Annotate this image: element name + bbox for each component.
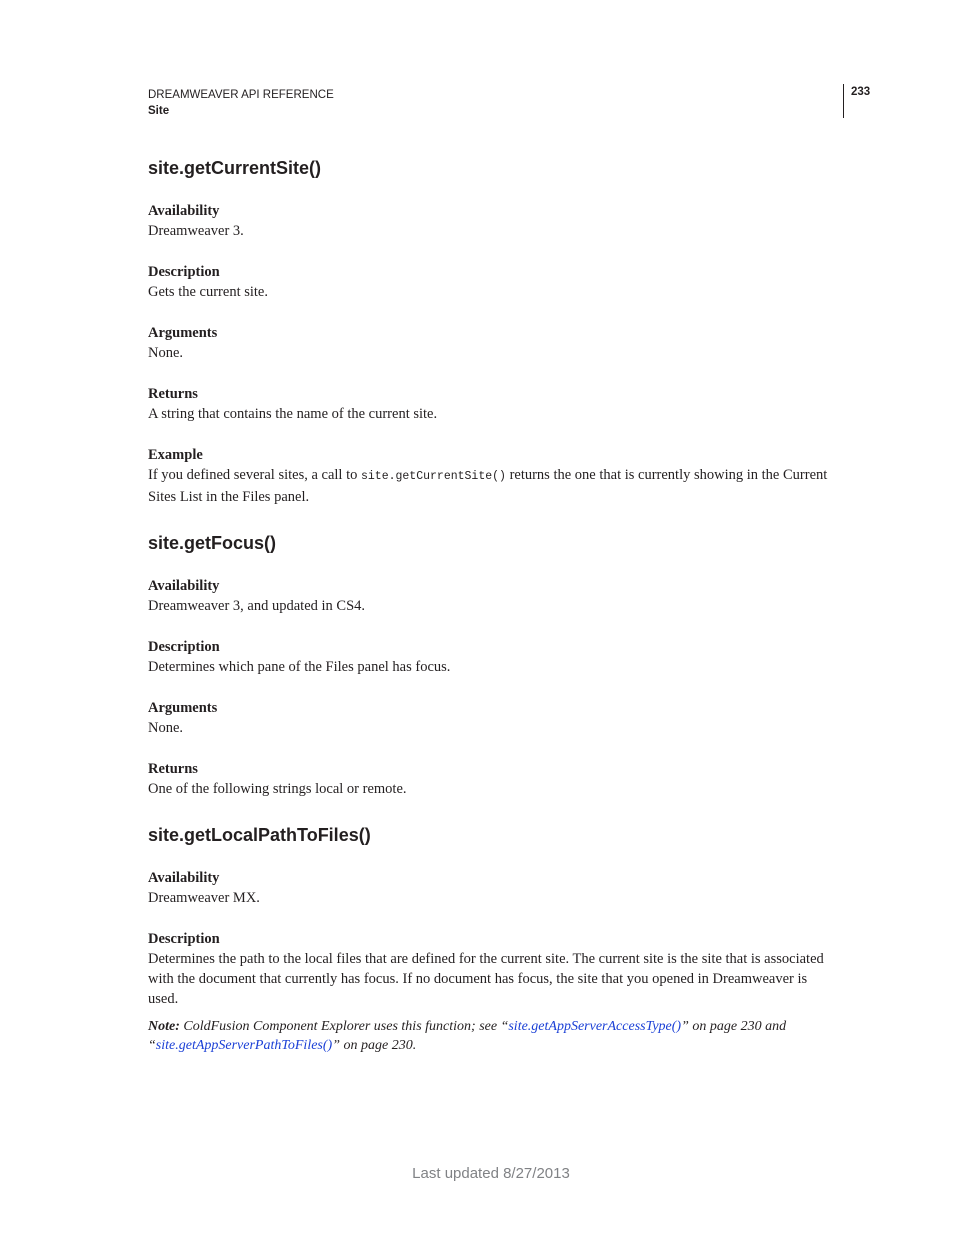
returns-block bbox=[148, 384, 840, 424]
example-text bbox=[148, 465, 840, 507]
arguments-heading: Arguments bbox=[148, 700, 218, 716]
running-header bbox=[148, 87, 334, 119]
description-heading: Description bbox=[148, 264, 220, 280]
function-section-getfocus bbox=[148, 530, 840, 799]
availability-heading: Availability bbox=[148, 203, 220, 219]
note-text: ” on page 230. bbox=[332, 1038, 417, 1053]
footer-last-updated: Last updated 8/27/2013 bbox=[412, 1165, 570, 1182]
description-text: Determines the path to the local files that are defined for the current site. The current site is the site that is associated with the document that currently has focus. If no document has focus, the site that you opened in Dreamweaver is used. bbox=[148, 951, 824, 1007]
availability-block bbox=[148, 201, 840, 241]
function-section-getcurrentsite bbox=[148, 155, 840, 507]
function-title: site.getCurrentSite() bbox=[148, 158, 322, 178]
arguments-text: None. bbox=[148, 345, 184, 361]
function-title: site.getFocus() bbox=[148, 533, 277, 553]
arguments-block bbox=[148, 698, 840, 738]
function-title: site.getLocalPathToFiles() bbox=[148, 825, 371, 845]
returns-heading: Returns bbox=[148, 761, 198, 777]
example-heading: Example bbox=[148, 447, 203, 463]
description-heading: Description bbox=[148, 639, 220, 655]
arguments-block bbox=[148, 323, 840, 363]
example-text-end: returns the one that is currently showing in the Current Sites List in the Files panel. bbox=[148, 467, 828, 505]
xref-link-getappserveraccesstype[interactable]: site.getAppServerAccessType() bbox=[508, 1019, 682, 1034]
availability-text: Dreamweaver 3, and updated in CS4. bbox=[148, 598, 366, 614]
description-text: Gets the current site. bbox=[148, 284, 268, 300]
availability-heading: Availability bbox=[148, 870, 220, 886]
description-heading: Description bbox=[148, 931, 220, 947]
returns-text: One of the following strings local or remote. bbox=[148, 781, 407, 797]
example-block bbox=[148, 445, 840, 507]
description-text: Determines which pane of the Files panel has focus. bbox=[148, 659, 451, 675]
note-text: ColdFusion Component Explorer uses this function; see “ bbox=[179, 1019, 509, 1034]
availability-text: Dreamweaver 3. bbox=[148, 223, 244, 239]
returns-text: A string that contains the name of the current site. bbox=[148, 406, 438, 422]
availability-heading: Availability bbox=[148, 578, 220, 594]
description-block bbox=[148, 929, 840, 1009]
xref-link-getappserverpathtofiles[interactable]: site.getAppServerPathToFiles() bbox=[155, 1038, 333, 1053]
example-text-start: If you defined several sites, a call to bbox=[148, 467, 361, 483]
example-code: site.getCurrentSite() bbox=[361, 470, 506, 483]
page-number: 233 bbox=[851, 86, 871, 98]
note-text: ” on page 230 and “ bbox=[148, 1019, 787, 1053]
page-content bbox=[148, 155, 840, 1055]
function-section-getlocalpathtofiles bbox=[148, 822, 840, 1055]
availability-block bbox=[148, 868, 840, 908]
document-title: DREAMWEAVER API REFERENCE bbox=[148, 89, 334, 101]
availability-block bbox=[148, 576, 840, 616]
section-name: Site bbox=[148, 105, 170, 117]
arguments-text: None. bbox=[148, 720, 184, 736]
availability-text: Dreamweaver MX. bbox=[148, 890, 260, 906]
note-label: Note: bbox=[148, 1019, 180, 1034]
returns-block bbox=[148, 759, 840, 799]
description-block bbox=[148, 262, 840, 302]
returns-heading: Returns bbox=[148, 386, 198, 402]
header-divider bbox=[843, 84, 844, 118]
description-block bbox=[148, 637, 840, 677]
arguments-heading: Arguments bbox=[148, 325, 218, 341]
note-block bbox=[148, 1017, 840, 1055]
